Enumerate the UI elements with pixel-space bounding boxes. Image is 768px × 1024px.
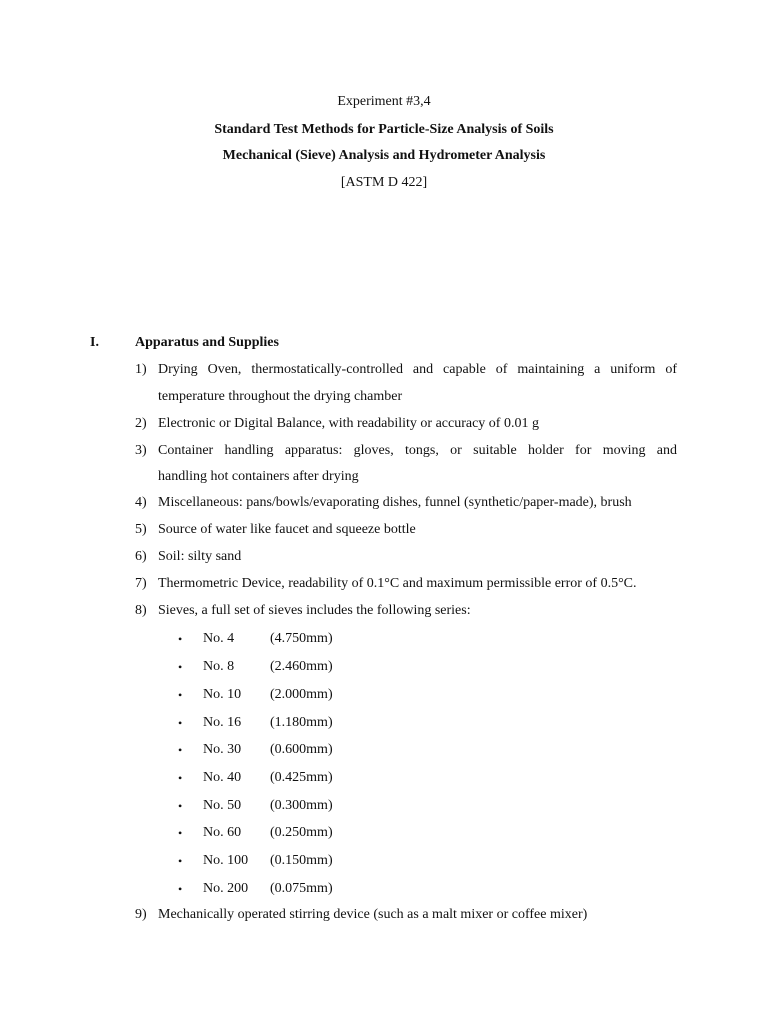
sieve-size: (0.600mm) <box>270 742 333 757</box>
section-heading: Apparatus and Supplies <box>135 335 279 350</box>
sieve-number: No. 200 <box>203 881 249 896</box>
item-text: Electronic or Digital Balance, with readability or accuracy of 0.01 g <box>158 416 539 431</box>
bullet-icon: • <box>178 799 183 813</box>
item-number: 1) <box>135 362 147 377</box>
item-number: 3) <box>135 443 147 458</box>
sieve-number: No. 8 <box>203 659 235 674</box>
sieve-number: No. 60 <box>203 825 242 840</box>
sieve-size: (1.180mm) <box>270 715 333 730</box>
sieve-size: (0.075mm) <box>270 881 333 896</box>
item-text: Drying Oven, thermostatically-controlled and capable of maintaining a uniform of <box>158 362 677 377</box>
sieve-size: (0.300mm) <box>270 798 333 813</box>
item-number: 7) <box>135 576 147 591</box>
sieve-size: (0.150mm) <box>270 853 333 868</box>
bullet-icon: • <box>178 632 183 646</box>
item-text: Container handling apparatus: gloves, tongs, or suitable holder for moving and <box>158 443 677 458</box>
standard-reference: [ASTM D 422] <box>340 175 428 190</box>
item-text: Source of water like faucet and squeeze bottle <box>158 522 416 537</box>
item-text: Miscellaneous: pans/bowls/evaporating dishes, funnel (synthetic/paper-made), brush <box>158 495 632 510</box>
sieve-size: (4.750mm) <box>270 631 333 646</box>
item-text: Mechanically operated stirring device (such as a malt mixer or coffee mixer) <box>158 907 588 922</box>
item-number: 6) <box>135 549 147 564</box>
bullet-icon: • <box>178 882 183 896</box>
sieve-size: (2.000mm) <box>270 687 333 702</box>
bullet-icon: • <box>178 716 183 730</box>
item-text: Soil: silty sand <box>158 549 242 564</box>
bullet-icon: • <box>178 826 183 840</box>
item-text-continued: handling hot containers after drying <box>158 469 359 484</box>
sieve-number: No. 4 <box>203 631 235 646</box>
item-number: 8) <box>135 603 147 618</box>
item-number: 2) <box>135 416 147 431</box>
sieve-size: (0.250mm) <box>270 825 333 840</box>
sieve-number: No. 16 <box>203 715 242 730</box>
item-text: Thermometric Device, readability of 0.1°C and maximum permissible error of 0.5°C. <box>158 576 637 591</box>
item-number: 4) <box>135 495 147 510</box>
experiment-number: Experiment #3,4 <box>337 94 431 109</box>
sieve-size: (2.460mm) <box>270 659 333 674</box>
sieve-number: No. 30 <box>203 742 242 757</box>
sieve-size: (0.425mm) <box>270 770 333 785</box>
bullet-icon: • <box>178 688 183 702</box>
sieve-number: No. 40 <box>203 770 242 785</box>
sieve-number: No. 100 <box>203 853 249 868</box>
item-text-continued: temperature throughout the drying chamber <box>158 389 403 404</box>
sieve-number: No. 10 <box>203 687 242 702</box>
bullet-icon: • <box>178 743 183 757</box>
section-numeral: I. <box>90 335 99 350</box>
document-subtitle: Mechanical (Sieve) Analysis and Hydrometer Analysis <box>222 148 546 163</box>
bullet-icon: • <box>178 771 183 785</box>
bullet-icon: • <box>178 854 183 868</box>
item-number: 9) <box>135 907 147 922</box>
item-number: 5) <box>135 522 147 537</box>
item-text: Sieves, a full set of sieves includes the following series: <box>158 603 471 618</box>
sieve-number: No. 50 <box>203 798 242 813</box>
document-title: Standard Test Methods for Particle-Size Analysis of Soils <box>214 122 554 137</box>
bullet-icon: • <box>178 660 183 674</box>
